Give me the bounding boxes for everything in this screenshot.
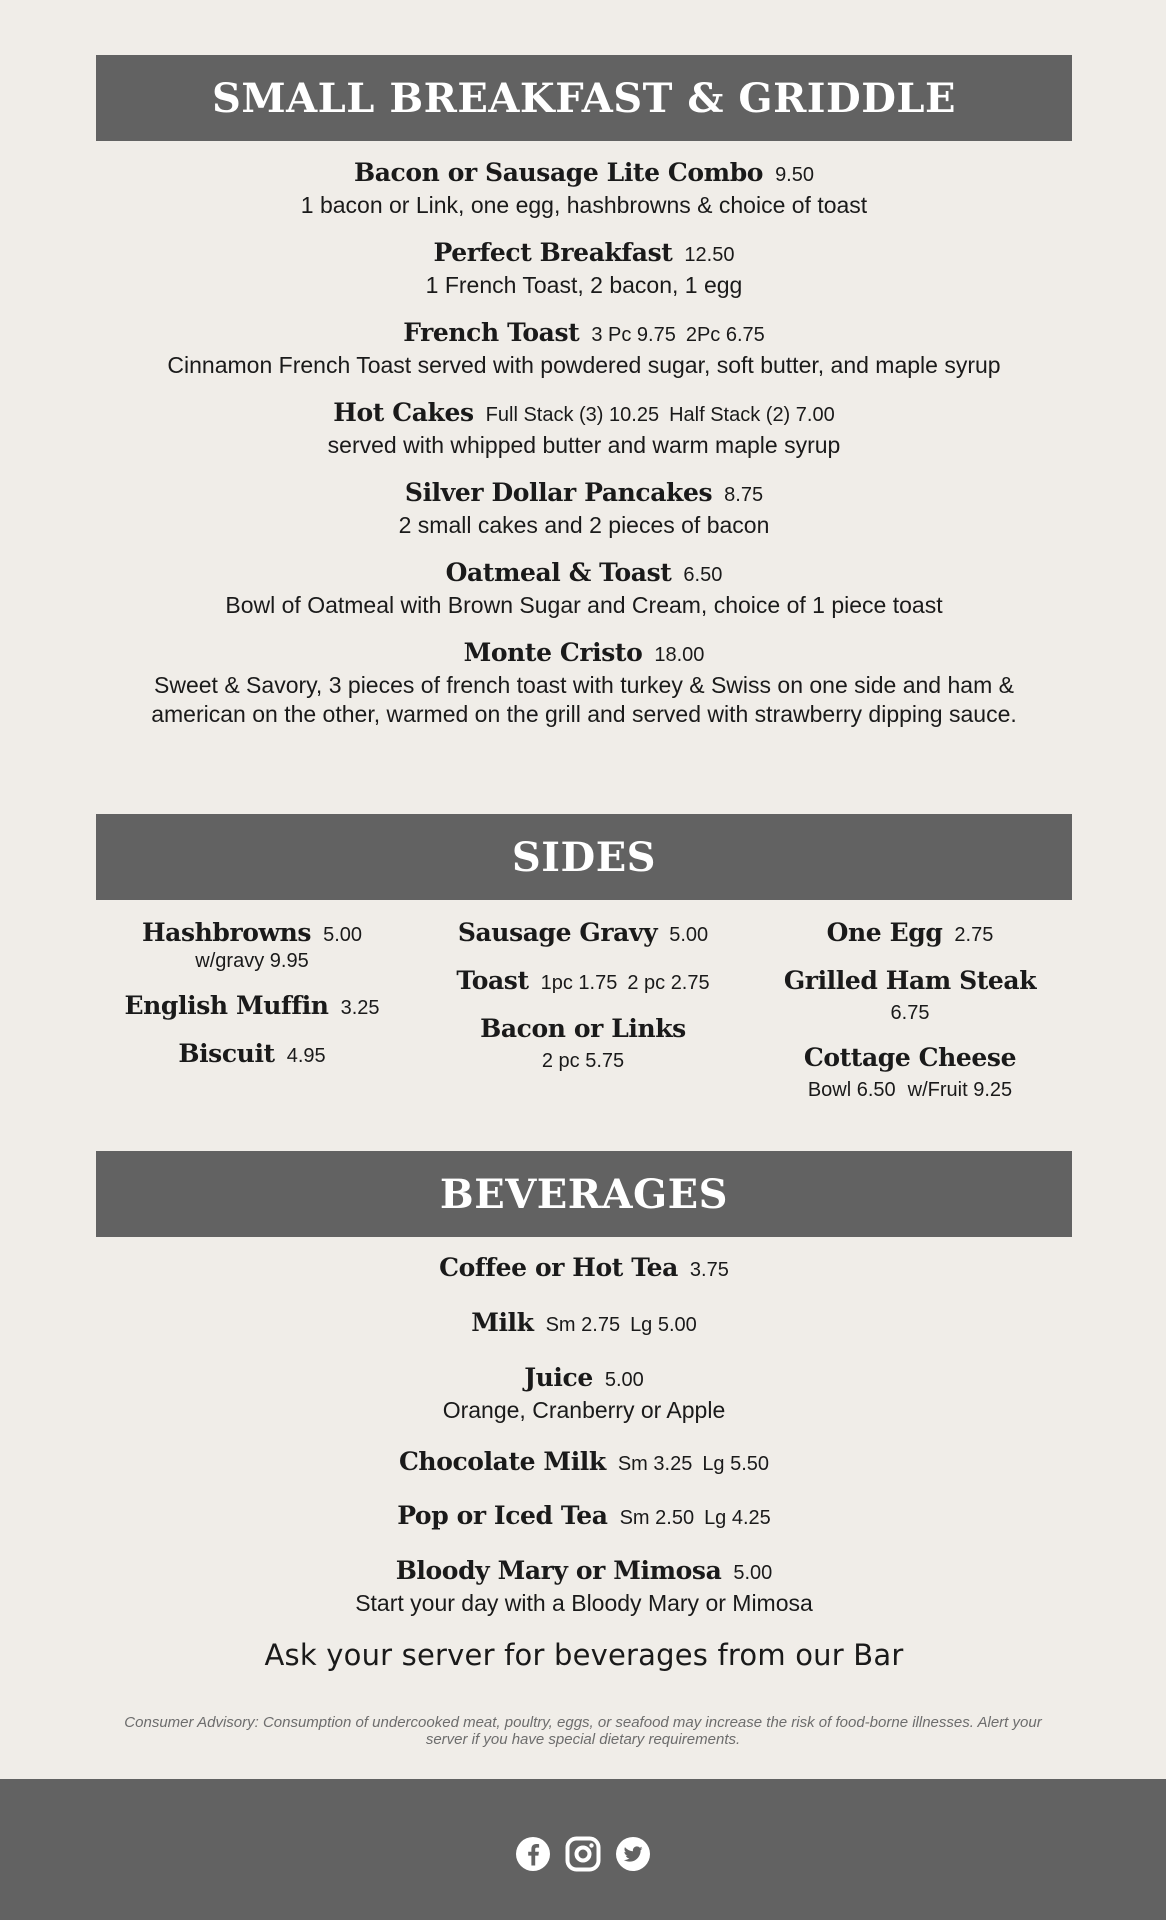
- menu-item: [96, 1308, 1072, 1338]
- item-price: Half Stack (2) 7.00: [669, 404, 835, 426]
- item-price: 12.50: [684, 244, 735, 266]
- side-item: [760, 918, 1060, 948]
- item-name: Oatmeal & Toast: [445, 558, 672, 587]
- item-price: Lg 5.00: [630, 1314, 697, 1336]
- sides-column-1: [96, 918, 408, 1087]
- side-item: [420, 1014, 746, 1073]
- item-price: Lg 5.50: [702, 1453, 770, 1475]
- menu-item: [96, 1253, 1072, 1283]
- item-price: 5.00: [604, 1369, 644, 1391]
- side-item: [760, 1043, 1060, 1102]
- item-name: Pop or Iced Tea: [397, 1501, 608, 1530]
- item-name: Hot Cakes: [333, 398, 474, 427]
- side-name: Grilled Ham Steak: [783, 966, 1037, 995]
- item-name: Milk: [471, 1308, 534, 1337]
- section-header-breakfast: SMALL BREAKFAST & GRIDDLE: [96, 55, 1072, 141]
- item-name: Bloody Mary or Mimosa: [395, 1556, 722, 1585]
- item-price: Sm 3.25: [617, 1453, 693, 1475]
- item-price: 3.75: [689, 1259, 729, 1281]
- side-name: Sausage Gravy: [457, 918, 658, 947]
- sides-column-3: [760, 918, 1060, 1120]
- item-name: Bacon or Sausage Lite Combo: [354, 158, 764, 187]
- facebook-icon[interactable]: [515, 1836, 551, 1872]
- item-description: 1 French Toast, 2 bacon, 1 egg: [425, 272, 743, 298]
- menu-item: [96, 1447, 1072, 1477]
- side-sub-price: Bowl 6.50 w/Fruit 9.25: [807, 1079, 1013, 1101]
- item-price: Full Stack (3) 10.25: [485, 404, 660, 426]
- item-name: Juice: [524, 1363, 593, 1392]
- item-name: French Toast: [403, 318, 580, 347]
- item-price: 18.00: [654, 644, 705, 666]
- side-sub-price: w/gravy 9.95: [195, 950, 309, 972]
- item-price: 5.00: [733, 1562, 773, 1584]
- item-name: Coffee or Hot Tea: [439, 1253, 678, 1282]
- side-name: One Egg: [826, 918, 943, 947]
- side-item: [760, 966, 1060, 1025]
- item-price: Sm 2.50: [619, 1507, 695, 1529]
- item-price: 2Pc 6.75: [685, 324, 765, 346]
- item-price: 6.50: [683, 564, 723, 586]
- bar-note: Ask your server for beverages from our Bar: [264, 1638, 904, 1672]
- menu-item: [96, 1501, 1072, 1531]
- side-sub-price: 2 pc 5.75: [541, 1050, 625, 1072]
- item-name: Chocolate Milk: [398, 1447, 606, 1476]
- item-price: 8.75: [724, 484, 764, 506]
- side-price: 1pc 1.75: [540, 972, 618, 994]
- side-name: Toast: [456, 966, 529, 995]
- instagram-icon[interactable]: [565, 1836, 601, 1872]
- menu-item: [96, 1556, 1072, 1618]
- menu-item: [96, 318, 1072, 380]
- menu-item: [96, 238, 1072, 300]
- item-description: 2 small cakes and 2 pieces of bacon: [398, 512, 770, 538]
- social-links: [515, 1836, 651, 1872]
- side-price: 2.75: [954, 924, 994, 946]
- consumer-advisory: Consumer Advisory: Consumption of undercooked meat, poultry, eggs, or seafood may increase the risk of food-borne illnesses. Alert your server if you have special dietary requirements.: [124, 1714, 1042, 1748]
- menu-item: [96, 638, 1072, 729]
- menu-item: [96, 478, 1072, 540]
- item-description: Bowl of Oatmeal with Brown Sugar and Cream, choice of 1 piece toast: [225, 592, 943, 618]
- item-description: Start your day with a Bloody Mary or Mimosa: [355, 1590, 813, 1616]
- item-name: Perfect Breakfast: [433, 238, 673, 267]
- side-item: [96, 991, 408, 1021]
- item-name: Monte Cristo: [463, 638, 643, 667]
- side-price: 3.25: [340, 997, 380, 1019]
- twitter-icon[interactable]: [615, 1836, 651, 1872]
- side-name: Bacon or Links: [480, 1014, 686, 1043]
- menu-item: [96, 398, 1072, 460]
- item-description: 1 bacon or Link, one egg, hashbrowns & choice of toast: [300, 192, 868, 218]
- side-name: English Muffin: [124, 991, 329, 1020]
- side-name: Biscuit: [178, 1039, 275, 1068]
- side-price: 2 pc 2.75: [627, 972, 710, 994]
- side-price: 5.00: [323, 924, 363, 946]
- item-description: served with whipped butter and warm maple syrup: [327, 432, 841, 458]
- footer: [0, 1779, 1166, 1920]
- section-header-beverages: BEVERAGES: [96, 1151, 1072, 1237]
- side-name: Hashbrowns: [141, 918, 312, 947]
- side-price: 5.00: [669, 924, 709, 946]
- item-description: Orange, Cranberry or Apple: [442, 1397, 726, 1423]
- item-price: Lg 4.25: [704, 1507, 771, 1529]
- item-price: 9.50: [775, 164, 814, 186]
- item-price: 3 Pc 9.75: [591, 324, 676, 346]
- side-item: [96, 1039, 408, 1069]
- menu-item: [96, 1363, 1072, 1425]
- side-item: [420, 966, 746, 996]
- menu-item: [96, 558, 1072, 620]
- item-name: Silver Dollar Pancakes: [404, 478, 713, 507]
- item-description: Sweet & Savory, 3 pieces of french toast with turkey & Swiss on one side and ham & american on the other, warmed on the grill and served with strawberry dipping sauce.: [151, 672, 1017, 727]
- side-item: [420, 918, 746, 948]
- sides-column-2: [420, 918, 746, 1091]
- side-item: [96, 918, 408, 973]
- item-description: Cinnamon French Toast served with powdered sugar, soft butter, and maple syrup: [167, 352, 1001, 378]
- side-name: Cottage Cheese: [803, 1043, 1017, 1072]
- side-sub-price: 6.75: [890, 1002, 930, 1024]
- menu-item: [96, 158, 1072, 220]
- item-price: Sm 2.75: [545, 1314, 621, 1336]
- section-header-sides: SIDES: [96, 814, 1072, 900]
- side-price: 4.95: [286, 1045, 326, 1067]
